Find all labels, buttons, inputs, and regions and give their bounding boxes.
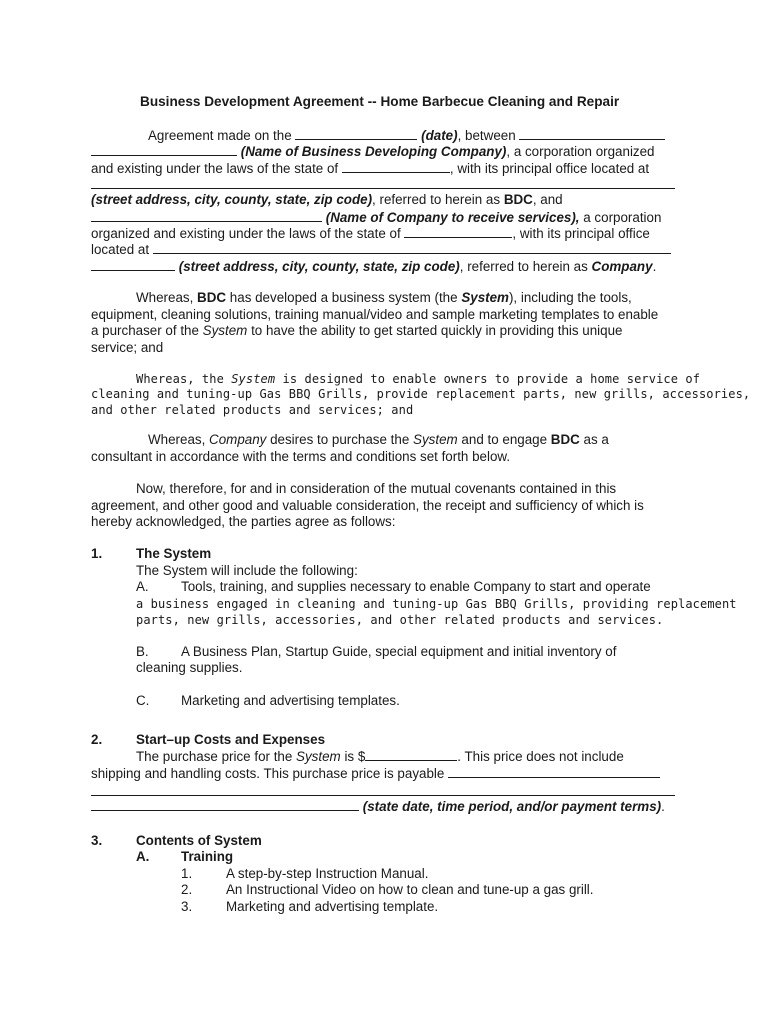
payable-blank[interactable]: [448, 765, 660, 778]
company-name-label: (Name of Company to receive services),: [325, 210, 580, 225]
section-2-text: shipping and handling costs. This purchase price is payable: [91, 766, 445, 781]
intro-line-9: [91, 258, 656, 275]
list-item-number: 2.: [181, 882, 193, 897]
address-rule[interactable]: [91, 188, 675, 189]
whereas3-line-1: [148, 432, 609, 448]
section-2-line-2: [91, 765, 660, 782]
section-2-text: . This price does not include: [457, 749, 624, 764]
company-name-blank[interactable]: [91, 209, 322, 222]
section-3-sub-a-label: A.: [136, 849, 150, 864]
intro-text: organized and existing under the laws of the state of: [91, 226, 401, 241]
whereas1-line-2: equipment, cleaning solutions, training manual/video and sample marketing templates to enable: [91, 307, 659, 322]
payment-terms-label: (state date, time period, and/or payment terms): [362, 799, 662, 814]
intro-text: , with its principal office: [512, 226, 650, 241]
company-address-blank-2[interactable]: [91, 258, 175, 271]
section-1-item-a-line-1: Tools, training, and supplies necessary to enable Company to start and operate: [181, 579, 651, 594]
bdc-name-blank[interactable]: [91, 143, 237, 156]
system-term: System: [413, 432, 458, 447]
list-item: A step-by-step Instruction Manual.: [226, 866, 429, 881]
section-1-item-b-label: B.: [136, 644, 149, 659]
whereas1-line-1: [136, 290, 632, 306]
intro-line-5: [91, 192, 563, 208]
whereas2-line-1: [136, 371, 700, 387]
system-term: System: [202, 323, 248, 338]
section-1-heading: The System: [136, 546, 212, 561]
whereas2-text: is designed to enable owners to provide a home service of: [282, 372, 701, 386]
whereas3-text: and to engage: [461, 432, 548, 447]
company-term: Company: [209, 432, 267, 447]
bdc-term: BDC: [503, 192, 533, 207]
list-item-number: 1.: [181, 866, 193, 881]
now-line-3: hereby acknowledged, the parties agree as follows:: [91, 514, 396, 529]
section-2-text: .: [661, 799, 665, 814]
intro-text: located at: [91, 242, 150, 257]
section-1-number: 1.: [91, 546, 103, 561]
whereas1-text: to have the ability to get started quickly in providing this unique: [251, 323, 623, 338]
now-line-2: agreement, and other good and valuable consideration, the receipt and sufficiency of which is: [91, 498, 644, 513]
address-label: (street address, city, county, state, zip code): [91, 192, 373, 207]
list-item: An Instructional Video on how to clean and tune-up a gas grill.: [226, 882, 594, 897]
section-1-item-c-label: C.: [136, 693, 150, 708]
whereas1-text: has developed a business system (the: [229, 290, 458, 305]
intro-text: a corporation: [583, 210, 662, 225]
document-title: Business Development Agreement -- Home Barbecue Cleaning and Repair: [140, 94, 620, 109]
section-2-heading: Start–up Costs and Expenses: [136, 732, 326, 747]
section-2-text: The purchase price for the: [136, 749, 293, 764]
bdc-name-label: (Name of Business Developing Company): [240, 144, 507, 159]
section-3-number: 3.: [91, 833, 103, 848]
whereas1-line-3: [91, 323, 623, 339]
intro-text: Agreement made on the: [148, 128, 292, 143]
section-1-item-c-line-1: Marketing and advertising templates.: [181, 693, 400, 708]
company-term: Company: [591, 259, 653, 274]
section-1-item-a-line-2: a business engaged in cleaning and tuning-up Gas BBQ Grills, providing replacement: [136, 597, 737, 611]
date-label: (date): [421, 128, 458, 143]
party-blank[interactable]: [519, 127, 665, 140]
company-address-blank[interactable]: [153, 241, 671, 254]
whereas2-line-3: and other related products and services; and: [91, 403, 414, 417]
list-item-number: 3.: [181, 899, 193, 914]
intro-text: and existing under the laws of the state of: [91, 161, 339, 176]
section-3-heading: Contents of System: [136, 833, 262, 848]
section-3-sub-a-heading: Training: [181, 849, 234, 864]
section-2-line-4: [91, 798, 665, 815]
whereas1-text: a purchaser of the: [91, 323, 199, 338]
system-term: System: [296, 749, 341, 764]
section-1-item-a-line-3: parts, new grills, accessories, and other related products and services.: [136, 613, 664, 627]
price-blank[interactable]: [365, 748, 457, 761]
intro-line-8: [91, 241, 671, 258]
whereas3-text: as a: [583, 432, 609, 447]
whereas3-line-2: consultant in accordance with the terms and conditions set forth below.: [91, 449, 511, 464]
whereas3-text: desires to purchase the: [270, 432, 410, 447]
whereas1-line-4: service; and: [91, 340, 164, 355]
whereas1-text: ), including the tools,: [508, 290, 632, 305]
intro-text: , referred to herein as: [459, 259, 588, 274]
section-1-item-a-label: A.: [136, 579, 149, 594]
section-1-item-b-line-2: cleaning supplies.: [136, 660, 243, 675]
section-1-item-b-line-1: A Business Plan, Startup Guide, special equipment and initial inventory of: [181, 644, 617, 659]
intro-text: , a corporation organized: [506, 144, 655, 159]
system-term: System: [461, 290, 509, 305]
intro-text: .: [652, 259, 657, 274]
company-state-blank[interactable]: [404, 225, 512, 238]
intro-line-6: [91, 209, 661, 226]
list-item: Marketing and advertising template.: [226, 899, 439, 914]
payment-terms-blank[interactable]: [91, 798, 359, 811]
section-2-text: is $: [344, 749, 366, 764]
date-blank[interactable]: [295, 127, 417, 140]
address-label: (street address, city, county, state, zip code): [178, 259, 460, 274]
section-2-line-1: [136, 748, 624, 765]
section-1-intro: The System will include the following:: [136, 563, 358, 578]
intro-text: , with its principal office located at: [449, 161, 650, 176]
system-term: System: [231, 372, 276, 386]
section-2-number: 2.: [91, 732, 103, 747]
intro-line-3: [91, 160, 649, 177]
intro-text: , and: [532, 192, 563, 207]
intro-line-1: [148, 127, 665, 144]
intro-text: , referred to herein as: [372, 192, 501, 207]
whereas2-text: Whereas, the: [136, 372, 224, 386]
payment-terms-rule[interactable]: [91, 795, 675, 796]
bdc-term: BDC: [550, 432, 580, 447]
intro-line-7: [91, 225, 650, 242]
state-blank[interactable]: [342, 160, 450, 173]
whereas1-text: Whereas,: [136, 290, 194, 305]
whereas2-line-2: cleaning and tuning-up Gas BBQ Grills, provide replacement parts, new grills, accessories,: [91, 387, 751, 401]
bdc-term: BDC: [197, 290, 227, 305]
whereas3-text: Whereas,: [148, 432, 206, 447]
intro-text: , between: [457, 128, 516, 143]
intro-line-2: [91, 143, 655, 160]
now-line-1: Now, therefore, for and in consideration of the mutual covenants contained in this: [136, 481, 617, 496]
